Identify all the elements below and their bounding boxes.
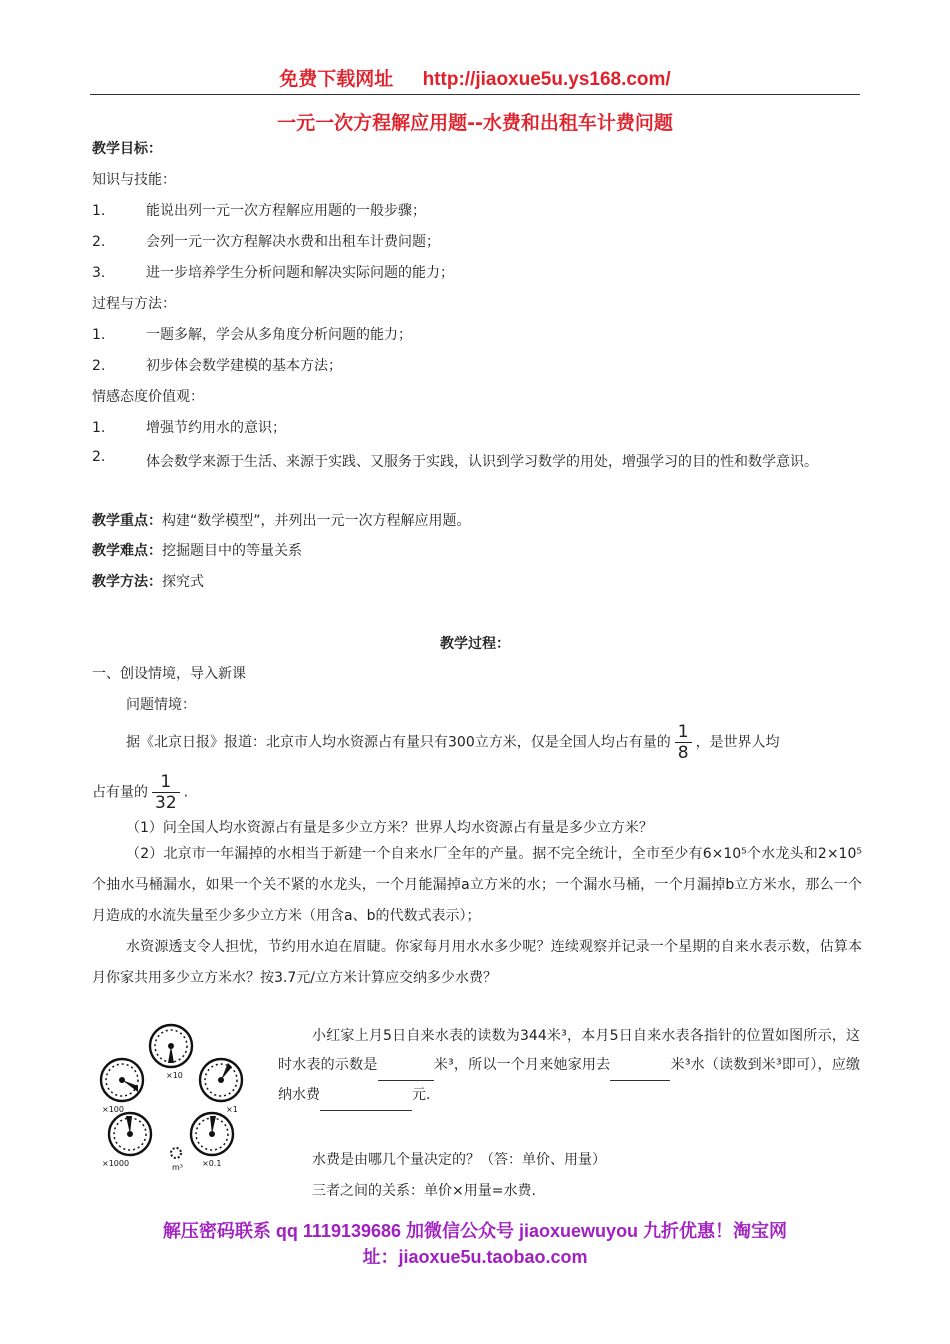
fraction-one-thirty-second: $\frac{1}{32}$ <box>152 772 180 813</box>
process-method-heading: 过程与方法： <box>92 296 176 312</box>
water-meter-figure <box>92 1020 252 1180</box>
paragraph-line: 占有量的 $\frac{1}{32}$ . <box>92 772 189 813</box>
meter-label: ×10 <box>166 1071 183 1080</box>
key-point: 教学重点：构建“数学模型”，并列出一元一次方程解应用题。 <box>92 513 471 529</box>
process-item: 2. 初步体会数学建模的基本方法； <box>92 358 342 374</box>
knowledge-heading: 知识与技能： <box>92 172 176 188</box>
emotion-heading: 情感态度价值观： <box>92 389 204 405</box>
fraction-one-eighth: $\frac{1}{8}$ <box>675 722 692 763</box>
meter-reading-blank[interactable] <box>378 1051 434 1081</box>
header-site-url[interactable]: http://jiaoxue5u.ys168.com/ <box>422 69 671 90</box>
meter-paragraph: 小红家上月5日自来水表的读数为344米³，本月5日自来水表各指针的位置如图所示，这时水表的示数是 米³，所以一个月来她家用去 米³水（读数到米³即可），应缴纳水费 元. <box>278 1022 860 1111</box>
teaching-method: 教学方法：探究式 <box>92 574 204 590</box>
water-paragraph: 水资源透支令人担忧，节约用水迫在眉睫。你家每月用水水多少呢？连续观察并记录一个星期的自来水表示数，估算本月你家共用多少立方米水？按3.7元/立方米计算应交纳多少水费？ <box>92 939 862 986</box>
question-4: 三者之间的关系：单价×用量=水费. <box>312 1183 536 1199</box>
difficulty-point: 教学难点：挖掘题目中的等量关系 <box>92 543 302 559</box>
question-3: 水费是由哪几个量决定的？（答：单价、用量） <box>312 1152 606 1168</box>
meter-label: ×0.1 <box>202 1159 222 1168</box>
meter-hand-x100 <box>122 1080 138 1092</box>
page-title: 一元一次方程解应用题--水费和出租车计费问题 <box>277 112 673 134</box>
water-used-blank[interactable] <box>610 1051 670 1081</box>
meter-label: ×1 <box>226 1105 238 1114</box>
header-divider <box>90 94 860 95</box>
knowledge-item: 1. 能说出列一元一次方程解应用题的一般步骤； <box>92 203 426 219</box>
footer-line-2[interactable]: 址：jiaoxue5u.taobao.com <box>362 1247 588 1267</box>
process-heading: 教学过程： <box>440 636 510 652</box>
paragraph-line: 据《北京日报》报道：北京市人均水资源占有量只有300立方米，仅是全国人均占有量的 $\frac{1}{8}$ ，是世界人均 <box>126 722 780 763</box>
header-site-label: 免费下载网址 <box>279 69 394 90</box>
footer-banner <box>90 1218 860 1270</box>
emotion-item: 1. 增强节约用水的意识； <box>92 420 286 436</box>
gear-icon <box>171 1148 181 1158</box>
objectives-heading: 教学目标： <box>92 141 162 157</box>
footer-line-1: 解压密码联系 qq 1119139686 加微信公众号 jiaoxuewuyou 九折优惠！淘宝网 <box>162 1221 788 1241</box>
scenario-label: 问题情境： <box>126 697 196 713</box>
meter-label: ×1000 <box>102 1159 130 1168</box>
header-banner <box>0 64 950 91</box>
process-item: 1. 一题多解，学会从多角度分析问题的能力； <box>92 327 412 343</box>
emotion-item: 2. 体会数学来源于生活、来源于实践、又服务于实践，认识到学习数学的用处，增强学习的目的性和数学意识。 <box>92 449 818 470</box>
section-heading: 一、创设情境，导入新课 <box>92 666 246 682</box>
water-fee-blank[interactable] <box>320 1081 412 1111</box>
meter-label: ×100 <box>102 1105 124 1114</box>
knowledge-item: 2. 会列一元一次方程解决水费和出租车计费问题； <box>92 234 440 250</box>
knowledge-item: 3. 进一步培养学生分析问题和解决实际问题的能力； <box>92 265 454 281</box>
meter-label: m³ <box>172 1163 183 1172</box>
question-1: （1）问全国人均水资源占有量是多少立方米？世界人均水资源占有量是多少立方米？ <box>126 820 653 836</box>
question-2: （2）北京市一年漏掉的水相当于新建一个自来水厂全年的产量。据不完全统计，全市至少有6×10⁵个水龙头和2×10⁵个抽水马桶漏水，如果一个关不紧的水龙头，一个月能漏掉a立方米的水；一个漏水马桶，一个月漏掉b立方米水，那么一个月造成的水流失量至少多少立方米（用含a、b的代数式表示）； <box>92 846 862 924</box>
